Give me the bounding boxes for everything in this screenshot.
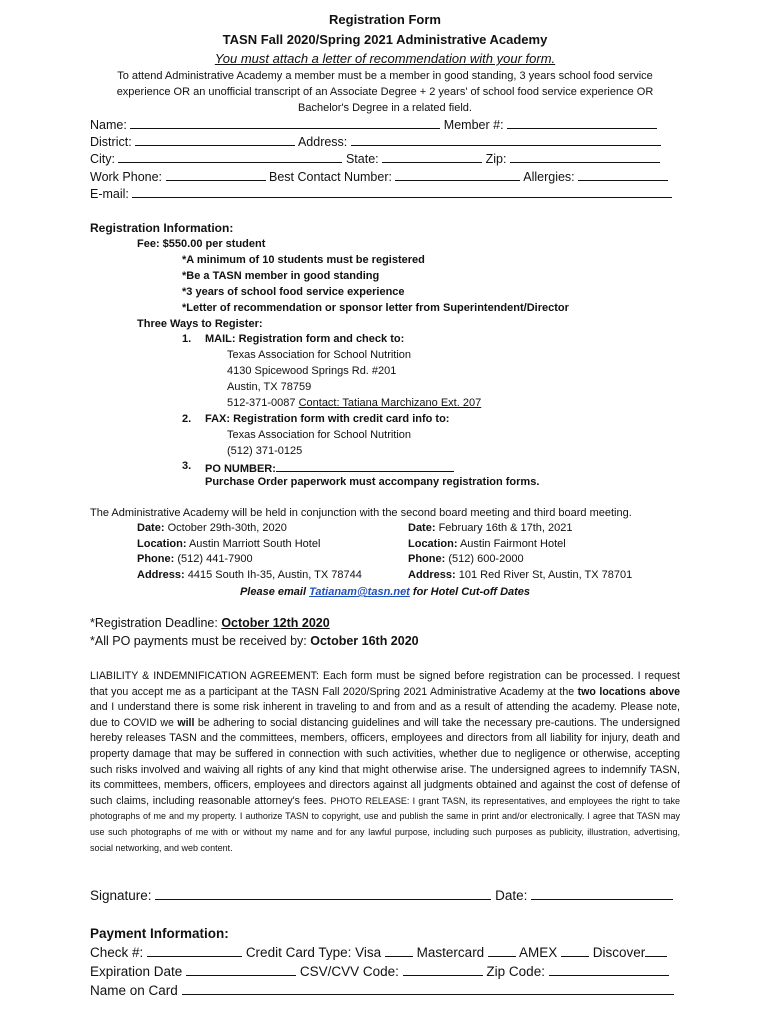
expiration-label: Expiration Date <box>90 964 183 979</box>
fall-phone: (512) 441-7900 <box>177 553 253 565</box>
po-number-field[interactable] <box>276 459 454 472</box>
liability-bold: two locations above <box>577 685 680 698</box>
liability-text: and I understand there is some risk inherent in traveling to and from and as a result of attending the academy. Please note, due to COVID we <box>90 701 680 729</box>
phone-row <box>90 168 678 186</box>
spring-address-label: Address: <box>408 568 456 581</box>
fall-phone-label: Phone: <box>137 553 175 565</box>
payment-row-1 <box>90 943 680 962</box>
zip-field[interactable] <box>510 150 660 163</box>
city-field[interactable] <box>118 150 342 163</box>
email-row <box>90 185 678 203</box>
city-row <box>90 150 678 168</box>
zip-code-label: Zip Code: <box>486 964 545 979</box>
mail-contact: Contact: Tatiana Marchizano Ext. 207 <box>298 397 482 409</box>
hotel-note-text: Please email <box>239 586 310 598</box>
name-on-card-label: Name on Card <box>90 983 178 998</box>
fax-line: (512) 371-0125 <box>227 445 303 457</box>
amex-label: AMEX <box>518 945 558 960</box>
allergies-field[interactable] <box>578 168 668 181</box>
state-label: State: <box>345 152 379 166</box>
requirement: *3 years of school food service experience <box>182 286 405 298</box>
signature-label: Signature: <box>90 888 152 903</box>
po-deadline <box>90 634 419 650</box>
member-number-field[interactable] <box>507 116 657 129</box>
spring-location: Austin Fairmont Hotel <box>459 537 566 550</box>
date-label: Date: <box>495 888 528 903</box>
fax-number: 2. <box>182 413 192 425</box>
discover-field[interactable] <box>645 944 667 957</box>
fee: Fee: $550.00 per student <box>137 238 266 250</box>
spring-date-label: Date: <box>408 522 436 534</box>
liability-bold: will <box>177 716 195 729</box>
fall-details <box>137 521 362 583</box>
signature-field[interactable] <box>155 887 491 900</box>
form-title: Registration Form <box>329 12 441 27</box>
hotel-note <box>0 585 770 601</box>
email-field[interactable] <box>132 185 672 198</box>
recommendation-notice: You must attach a letter of recommendation with your form. <box>214 51 556 66</box>
mail-phone-row <box>227 396 481 412</box>
mastercard-label: Mastercard <box>416 945 485 960</box>
expiration-field[interactable] <box>186 963 296 976</box>
po-deadline-date: October 16th 2020 <box>310 634 419 648</box>
requirement: *A minimum of 10 students must be registered <box>182 254 425 266</box>
po-deadline-label: *All PO payments must be received by: <box>90 634 311 648</box>
mail-line: 4130 Spicewood Springs Rd. #201 <box>227 365 397 377</box>
deadline-label: *Registration Deadline: <box>90 616 222 630</box>
spring-phone-label: Phone: <box>408 553 446 565</box>
eligibility-intro: To attend Administrative Academy a member must be a member in good standing, 3 years school food service experience OR an unofficial transcript of an Associate Degree + 2 years' of school food service experience OR Bachelor's Degree in a related field. <box>116 70 654 114</box>
address-label: Address: <box>297 135 348 149</box>
check-number-field[interactable] <box>147 944 242 957</box>
name-on-card-field[interactable] <box>182 982 674 995</box>
requirement: *Letter of recommendation or sponsor letter from Superintendent/Director <box>182 302 569 314</box>
discover-label: Discover <box>592 945 646 960</box>
mail-line: Texas Association for School Nutrition <box>227 349 412 361</box>
district-row <box>90 133 678 151</box>
fall-date-label: Date: <box>137 522 165 534</box>
fax-line: Texas Association for School Nutrition <box>227 429 412 441</box>
fax-label: FAX: Registration form with credit card info to: <box>205 413 450 425</box>
district-label: District: <box>90 135 132 149</box>
academy-intro: The Administrative Academy will be held in conjunction with the second board meeting and third board meeting. <box>90 507 632 519</box>
zip-code-field[interactable] <box>549 963 669 976</box>
registration-heading: Registration Information: <box>90 221 234 235</box>
name-field[interactable] <box>130 116 440 129</box>
mail-label: MAIL: Registration form and check to: <box>205 333 405 345</box>
registration-deadline <box>90 616 330 632</box>
fall-date: October 29th-30th, 2020 <box>167 522 287 534</box>
mail-number: 1. <box>182 333 192 345</box>
city-label: City: <box>90 152 115 166</box>
cc-type-label: Credit Card Type: Visa <box>245 945 382 960</box>
visa-field[interactable] <box>385 944 413 957</box>
address-field[interactable] <box>351 133 661 146</box>
fall-address-label: Address: <box>137 568 185 581</box>
payment-row-3 <box>90 981 680 1000</box>
form-subtitle: TASN Fall 2020/Spring 2021 Administrative Academy <box>222 32 548 47</box>
photo-release: PHOTO RELEASE: I grant TASN, its representatives, and employees the right to take photographs of me and my property. I authorize TASN to copyright, use and publish the same in print and/or electronically. I agree that TASN may use such photographs of me with or without my name and for any lawful purpose, including such purposes as publicity, illustration, advertising, social networking, and web content. <box>90 795 680 853</box>
spring-details <box>408 521 632 583</box>
member-number-label: Member #: <box>443 118 504 132</box>
zip-label: Zip: <box>485 152 507 166</box>
hotel-note-text: for Hotel Cut-off Dates <box>409 586 531 598</box>
csv-field[interactable] <box>403 963 483 976</box>
signature-row <box>90 886 680 905</box>
liability-text: be adhering to social distancing guidelines and will take the necessary pre-cautions. The undersigned hereby releases TASN and the committees, members, officers, employees and directors from all liability for injury, death and property damage that may be suffered in connection with such activities, whether due to negligence or otherwise, accepting such risks involved and waiving all rights of any kind that might otherwise arise. The undersigned agrees to indemnify TASN, its committees, members, officers, employees and directors against all judgments obtained and against the cost of defense of such claims, including reasonable attorney's fees. <box>90 716 680 807</box>
payment-row-2 <box>90 962 680 981</box>
name-label: Name: <box>90 118 127 132</box>
date-field[interactable] <box>531 887 673 900</box>
csv-label: CSV/CVV Code: <box>299 964 399 979</box>
amex-field[interactable] <box>561 944 589 957</box>
po-number: 3. <box>182 460 192 472</box>
requirement: *Be a TASN member in good standing <box>182 270 380 282</box>
po-note: Purchase Order paperwork must accompany registration forms. <box>205 476 540 488</box>
work-phone-label: Work Phone: <box>90 170 163 184</box>
hotel-email-link[interactable]: Tatianam@tasn.net <box>309 586 410 598</box>
fall-location: Austin Marriott South Hotel <box>188 537 321 550</box>
spring-phone: (512) 600-2000 <box>448 553 524 565</box>
email-label: E-mail: <box>90 187 129 201</box>
po-label: PO NUMBER: <box>205 463 276 475</box>
state-field[interactable] <box>382 150 482 163</box>
best-contact-label: Best Contact Number: <box>269 170 392 184</box>
payment-heading: Payment Information: <box>90 926 229 941</box>
mail-phone: 512-371-0087 <box>227 397 296 409</box>
work-phone-field[interactable] <box>166 168 266 181</box>
fall-location-label: Location: <box>137 537 187 550</box>
spring-location-label: Location: <box>408 537 458 550</box>
fall-address: 4415 South Ih-35, Austin, TX 78744 <box>187 568 362 581</box>
liability-text: LIABILITY & INDEMNIFICATION AGREEMENT: Each form must be signed before registration can be processed. I request that you accept me as a participant at the TASN Fall 2020/Spring 2021 Administrative Academy at the <box>90 670 680 698</box>
mail-line: Austin, TX 78759 <box>227 381 312 393</box>
ways-heading: Three Ways to Register: <box>137 318 263 330</box>
check-label: Check #: <box>90 945 144 960</box>
deadline-date: October 12th 2020 <box>221 616 330 630</box>
spring-address: 101 Red River St, Austin, TX 78701 <box>458 568 633 581</box>
spring-date: February 16th & 17th, 2021 <box>438 522 573 534</box>
district-field[interactable] <box>135 133 295 146</box>
name-row <box>90 116 678 134</box>
best-contact-field[interactable] <box>395 168 520 181</box>
allergies-label: Allergies: <box>523 170 575 184</box>
liability-agreement <box>90 669 680 856</box>
mastercard-field[interactable] <box>488 944 516 957</box>
